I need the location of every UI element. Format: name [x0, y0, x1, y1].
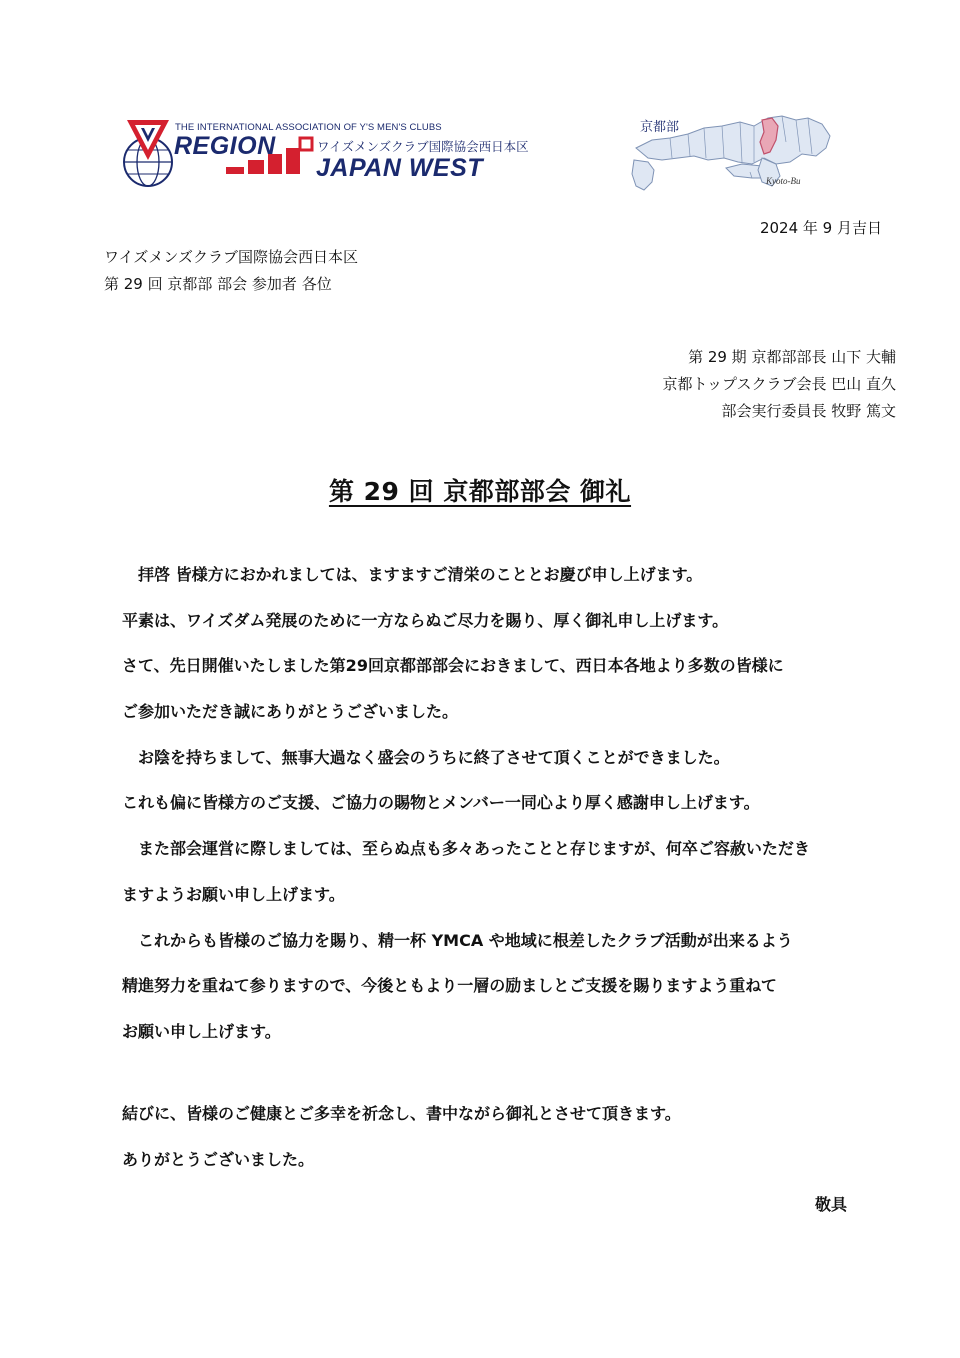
body-line: ご参加いただき誠にありがとうございました。: [122, 702, 459, 722]
body-line: お陰を持ちまして、無事大過なく盛会のうちに終了させて頂くことができました。: [122, 747, 730, 767]
letter-signoff: 敬具: [814, 1195, 847, 1214]
logo-region-japanese-text: ワイズメンズクラブ国際協会西日本区: [317, 139, 529, 154]
body-line: ますようお願い申し上げます。: [122, 884, 345, 904]
map-sublabel: Kyoto-Bu: [766, 176, 801, 186]
sender-line: 京都トップスクラブ会長 巴山 直久: [662, 375, 896, 393]
body-line: これも偏に皆様方のご支援、ご協力の賜物とメンバー一同心より厚く感謝申し上げます。: [122, 793, 760, 813]
body-line: お願い申し上げます。: [122, 1021, 281, 1041]
body-line: また部会運営に際しましては、至らぬ点も多々あったことと存じますが、何卒ご容赦いただき: [122, 839, 810, 859]
sender-line: 部会実行委員長 牧野 篤文: [721, 402, 896, 420]
logo-region-text: REGION: [174, 132, 276, 160]
region-logo: [122, 118, 529, 190]
body-line: 平素は、ワイズダム発展のために一方ならぬご尽力を賜り、厚く御礼申し上げます。: [122, 610, 729, 630]
closing-line: ありがとうございました。: [122, 1149, 315, 1169]
map-label: 京都部: [640, 120, 680, 135]
body-line: さて、先日開催いたしました第29回京都部部会におきまして、西日本各地より多数の皆様に: [122, 656, 784, 676]
addressee-block: [104, 244, 358, 298]
sender-block: [663, 344, 897, 425]
body-line: 精進努力を重ねて参りますので、今後ともより一層の励ましとご支援を賜りますよう重ねて: [122, 976, 777, 996]
body-line: 拝啓 皆様方におかれましては、ますますご清栄のこととお慶び申し上げます。: [122, 565, 703, 584]
addressee-organization: ワイズメンズクラブ国際協会西日本区: [104, 248, 358, 266]
closing-line: 結びに、皆様のご健康とご多幸を祈念し、書中ながら御礼とさせて頂きます。: [122, 1104, 681, 1123]
letter-closing: [122, 1099, 862, 1190]
kyoto-district-map: [630, 112, 840, 194]
logo-association-text: THE INTERNATIONAL ASSOCIATION OF Y'S MEN'S CLUBS: [175, 122, 442, 133]
letter-body: [122, 560, 862, 1063]
letter-title-row: [0, 472, 960, 508]
logo-japan-west-text: JAPAN WEST: [316, 154, 484, 182]
letter-date: 2024 年 9 月吉日: [759, 219, 882, 237]
body-line: これからも皆様のご協力を賜り、精一杯 YMCA や地域に根差したクラブ活動が出来るよう: [122, 930, 793, 950]
addressee-recipients: 第 29 回 京都部 部会 参加者 各位: [104, 275, 332, 293]
sender-line: 第 29 期 京都部部長 山下 大輔: [688, 348, 896, 366]
letter-title: 第 29 回 京都部部会 御礼: [328, 477, 632, 506]
